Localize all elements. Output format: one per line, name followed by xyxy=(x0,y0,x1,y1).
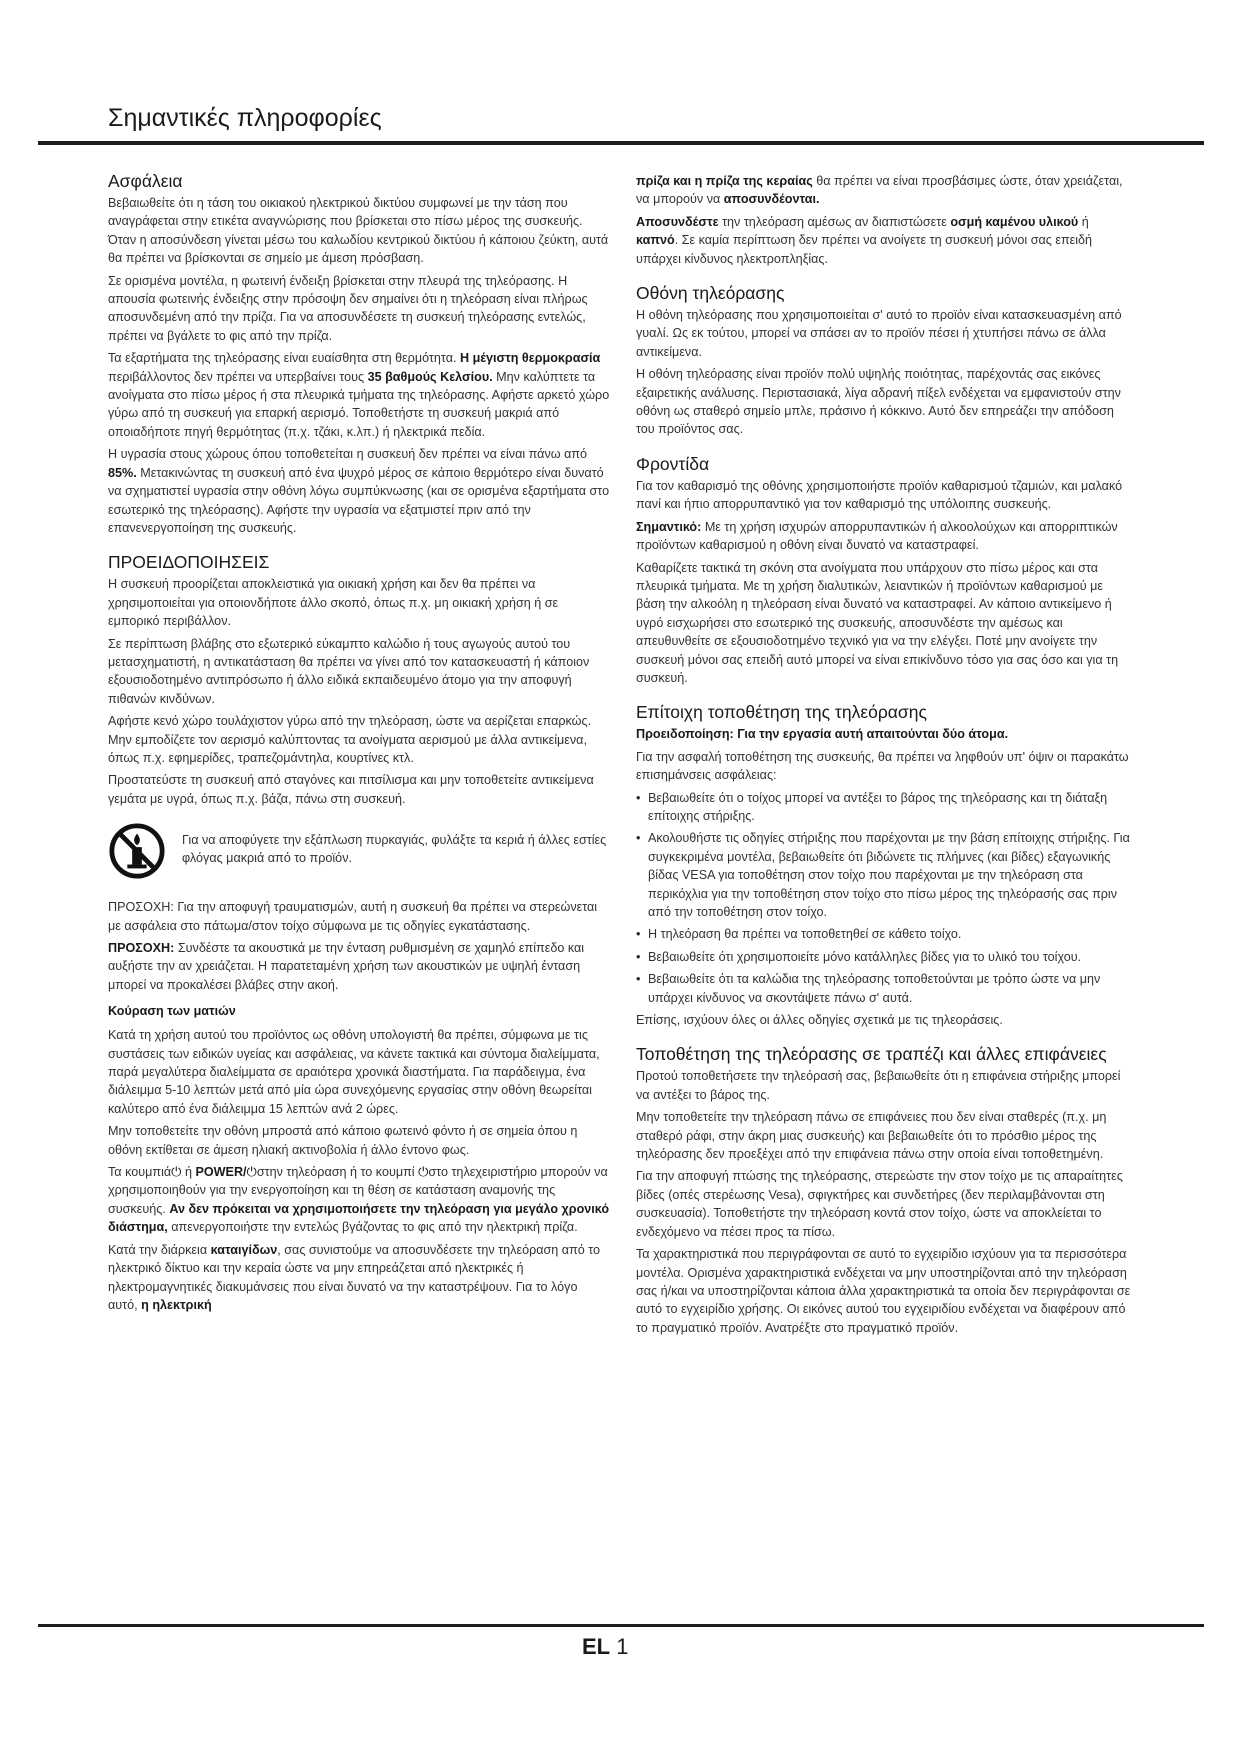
paragraph: Για τον καθαρισμό της οθόνης χρησιμοποιήστε προϊόν καθαρισμού τζαμιών, και μαλακό πανί και ήπιο απορρυπαντικό για τον καθαρισμό της υπόλοιπης συσκευής. xyxy=(636,478,1123,512)
paragraph: ΠΡΟΣΟΧΗ: Συνδέστε τα ακουστικά με την ένταση ρυθμισμένη σε χαμηλό επίπεδο και αυξήστε την αν χρειάζεται. Η παρατεταμένη χρήση των ακουστικών με υψηλή ένταση μπορεί να προκαλέσει βλάβες στην ακοή. xyxy=(108,941,585,992)
section-title-screen: Οθόνη τηλεόρασης xyxy=(636,283,785,304)
power-icon: ⏻ xyxy=(246,1164,257,1180)
paragraph: Η υγρασία στους χώρους όπου τοποθετείται η συσκευή δεν πρέπει να είναι πάνω από 85%. Μετακινώντας τη συσκευή από ένα ψυχρό μέρος σε κάποιο θερμότερο είναι δυνατό να σχηματιστεί υγρασία στην οθόνη λόγω συμπύκνωσης (και σε ορισμένα εξαρτήματα στο εσωτερικό της τηλεόρασης). Αφήστε την υγρασία να εξατμιστεί πριν από την επανενεργοποίηση της συσκευής. xyxy=(108,447,610,535)
paragraph: πρίζα και η πρίζα της κεραίας θα πρέπει να είναι προσβάσιμες ώστε, όταν χρειάζεται, να μπορούν να αποσυνδέονται. xyxy=(636,174,1123,207)
paragraph: Σε ορισμένα μοντέλα, η φωτεινή ένδειξη βρίσκεται στην πλευρά της τηλεόρασης. Η απουσία φωτεινής ένδειξης στην πρόσοψη δεν σημαίνει ότι η τηλεόραση είναι πλήρως αποσυνδεμένη από την πρίζα. Για να αποσυνδέσετε τη συσκευή τηλεόρασης εντελώς, πρέπει να βγάλετε το φις από την πρίζα. xyxy=(108,273,588,343)
section-title-wall-mount: Επίτοιχη τοποθέτηση της τηλεόρασης xyxy=(636,702,927,723)
right-column xyxy=(636,172,1134,1341)
paragraph: Κατά την διάρκεια καταιγίδων, σας συνιστούμε να αποσυνδέσετε την τηλεόραση από το ηλεκτρικό δίκτυο και την κεραία ώστε να μην επηρεάζεται από ηλεκτρικές ή ηλεκτρομαγνητικές διακυμάνσεις που είναι δυνατό να την καταστρέψουν. Για το λόγο αυτό, η ηλεκτρική xyxy=(108,1242,601,1312)
list-item: • Η τηλεόραση θα πρέπει να τοποθετηθεί σε κάθετο τοίχο. xyxy=(636,925,1134,943)
power-icon: ⏻ xyxy=(171,1164,182,1180)
paragraph: Τα εξαρτήματα της τηλεόρασης είναι ευαίσθητα στη θερμότητα. Η μέγιστη θερμοκρασία περιβάλλοντος δεν πρέπει να υπερβαίνει τους 35 βαθμούς Κελσίου. Μην καλύπτετε τα ανοίγματα στο πίσω μέρος ή στα πλευρικά τμήματα της τηλεόρασης. Αφήστε αρκετό χώρο γύρω από τη συσκευή για επαρκή αερισμό. Τοποθετήστε τη συσκευή μακριά από οποιαδήποτε πηγή θερμότητας (π.χ. τζάκι, κ.λπ.) ή ηλεκτρικά πεδία. xyxy=(108,351,610,439)
paragraph: Μην τοποθετείτε την οθόνη μπροστά από κάποιο φωτεινό φόντο ή σε σημεία όπου η οθόνη εκτίθεται σε άμεση ηλιακή ακτινοβολία ή άλλο έντονο φως. xyxy=(108,1124,578,1157)
section-title-care: Φροντίδα xyxy=(636,453,710,474)
paragraph: Η οθόνη τηλεόρασης είναι προϊόν πολύ υψηλής ποιότητας, παρέχοντάς σας εικόνες εξαιρετικής ανάλυσης. Περιστασιακά, λίγα αδρανή πίξελ ενδέχεται να εμφανιστούν στην οθόνη ως σταθερό σημείο μπλε, πράσινο ή κόκκινο. Αυτό δεν επηρεάζει την απόδοση του προϊόντος σας. xyxy=(636,367,1121,437)
paragraph: Μην τοποθετείτε την τηλεόραση πάνω σε επιφάνειες που δεν είναι σταθερές (π.χ. μη σταθερό ράφι, στην άκρη μιας συσκευής) και βεβαιωθείτε ότι το πρόσθιο μέρος της τηλεόρασης δεν προεξέχει από την επιφάνεια πάνω στην οποία είναι τοποθετημένη. xyxy=(636,1110,1107,1162)
paragraph: Η οθόνη τηλεόρασης που χρησιμοποιείται σ' αυτό το προϊόν είναι κατασκευασμένη από γυαλί. Ως εκ τούτου, μπορεί να σπάσει αν το προϊόν πέσει ή χτυπήσει πάνω σε άλλα αντικείμενα. xyxy=(636,308,1122,359)
section-title-safety: Ασφάλεια xyxy=(108,171,183,191)
fire-warning-text: Για να αποφύγετε την εξάπλωση πυρκαγιάς, φυλάξτε τα κεριά ή άλλες εστίες φλόγας μακριά από το προϊόν. xyxy=(182,832,607,866)
paragraph: Προστατεύστε τη συσκευή από σταγόνες και πιτσίλισμα και μην τοποθετείτε αντικείμενα γεμάτα με υγρά, όπως π.χ. βάζα, πάνω στη συσκευή. xyxy=(108,773,594,806)
page-index: 1 xyxy=(616,1634,629,1659)
paragraph: Σημαντικό: Με τη χρήση ισχυρών απορρυπαντικών ή αλκοολούχων και απορριπτικών προϊόντων καθαρισμού η οθόνη είναι δυνατό να καταστραφεί. xyxy=(636,519,1118,553)
wall-mount-list xyxy=(636,789,1134,1007)
list-item: • Ακολουθήστε τις οδηγίες στήριξης που παρέχονται με την βάση επίτοιχης στήριξης. Για συγκεκριμένα μοντέλα, βεβαιωθείτε ότι βιδώνετε τις πλήμνες (και βίδες) εξαγωνικής βίδας VESA για τοποθέτηση στον τοίχο που παρέχονται με την τηλεόραση στα περικόχλια για την τοποθέτηση στον τοίχο στο πίσω μέρος της τηλεόρασής σας πριν από την τοποθέτηση στον τοίχο. xyxy=(636,829,1134,921)
section-title-table-placement: Τοποθέτηση της τηλεόρασης σε τραπέζι και άλλες επιφάνειες xyxy=(636,1044,1107,1065)
wall-mount-warning: Προειδοποίηση: Για την εργασία αυτή απαιτούνται δύο άτομα. xyxy=(636,727,1009,742)
left-column xyxy=(108,170,610,1318)
fire-warning xyxy=(108,822,610,880)
paragraph: Αποσυνδέστε την τηλεόραση αμέσως αν διαπιστώσετε οσμή καμένου υλικού ή καπνό. Σε καμία περίπτωση δεν πρέπει να ανοίγετε τη συσκευή μόνοι σας επειδή υπάρχει κίνδυνος ηλεκτροπληξίας. xyxy=(636,214,1093,266)
paragraph: Κατά τη χρήση αυτού του προϊόντος ως οθόνη υπολογιστή θα πρέπει, σύμφωνα με τις συστάσεις των ειδικών υγείας και ασφάλειας, να κάνετε τακτικά και σύντομα διαλείμματα, παρά μεγαλύτερα διαλείμματα σε αραιότερα χρονικά διαστήματα. Για παράδειγμα, ένα διάλειμμα 5-10 λεπτών μετά από μία ώρα συνεχόμενης εργασίας στην οθόνη θεωρείται καλύτερο από ένα διάλειμμα 15 λεπτών ανά 2 ώρες. xyxy=(108,1028,600,1116)
no-open-flame-icon xyxy=(108,822,166,880)
header-rule xyxy=(38,141,1204,145)
paragraph: ΠΡΟΣΟΧΗ: Για την αποφυγή τραυματισμών, αυτή η συσκευή θα πρέπει να στερεώνεται με ασφάλεια στο πάτωμα/στον τοίχο σύμφωνα με τις οδηγίες εγκατάστασης. xyxy=(108,900,598,933)
paragraph: Τα κουμπιά⏻ ή POWER/⏻στην τηλεόραση ή το κουμπί ⏻στο τηλεχειριστήριο μπορούν να χρησιμοποιηθούν για την ενεργοποίηση και τη θέση σε κατάσταση αναμονής της συσκευής. Αν δεν πρόκειται να χρησιμοποιήσετε την τηλεόραση για μεγάλο χρονικό διάστημα, απενεργοποιήστε την εντελώς βγάζοντας το φις από την ηλεκτρική πρίζα. xyxy=(108,1164,610,1235)
power-icon: ⏻ xyxy=(418,1164,429,1180)
paragraph: Βεβαιωθείτε ότι η τάση του οικιακού ηλεκτρικού δικτύου συμφωνεί με την τάση που αναγράφεται στην ετικέτα αναγνώρισης που βρίσκεται στο πίσω μέρος της συσκευής. Όταν η αποσύνδεση γίνεται μέσω του καλωδίου κεντρικού δικτύου ή κάποιου ζεύκτη, αυτά θα πρέπει να βρίσκονται σε σημείο με άμεση πρόσβαση. xyxy=(108,196,609,266)
footer-rule xyxy=(38,1624,1204,1627)
paragraph: Για την ασφαλή τοποθέτηση της συσκευής, θα πρέπει να ληφθούν υπ' όψιν οι παρακάτω επισημάνσεις ασφάλειας: xyxy=(636,749,1129,783)
language-code: EL xyxy=(582,1634,611,1659)
paragraph: Η συσκευή προορίζεται αποκλειστικά για οικιακή χρήση και δεν θα πρέπει να χρησιμοποιείται για οποιονδήποτε άλλο σκοπό, όπως π.χ. μη οικιακή χρήση ή σε εμπορικό περιβάλλον. xyxy=(108,577,559,629)
page-number xyxy=(582,1634,629,1660)
list-item: • Βεβαιωθείτε ότι χρησιμοποιείτε μόνο κατάλληλες βίδες για το υλικό του τοίχου. xyxy=(636,948,1134,966)
paragraph: Αφήστε κενό χώρο τουλάχιστον γύρω από την τηλεόραση, ώστε να αερίζεται επαρκώς. Μην εμποδίζετε τον αερισμό καλύπτοντας τα ανοίγματα αερισμού με άλλα αντικείμενα, όπως π.χ. εφημερίδες, τραπεζομάντηλα, κουρτίνες κτλ. xyxy=(108,714,592,765)
paragraph: Προτού τοποθετήσετε την τηλεόρασή σας, βεβαιωθείτε ότι η επιφάνεια στήριξης μπορεί να αντέξει το βάρος της. xyxy=(636,1069,1121,1102)
paragraph: Τα χαρακτηριστικά που περιγράφονται σε αυτό το εγχειρίδιο ισχύουν για τα περισσότερα μοντέλα. Ορισμένα χαρακτηριστικά ενδέχεται να μην υποστηρίζονται από την τηλεόραση σας ή/και να υποστηρίζονται κάποια άλλα χαρακτηριστικά τα οποία δεν περιγράφονται σε αυτό το εγχειρίδιο χρήσης. Οι εικόνες αυτού του εγχειριδίου ενδέχεται να διαφέρουν από το πραγματικό προϊόν. Ανατρέξτε στο πραγματικό προϊόν. xyxy=(636,1247,1131,1335)
paragraph: Επίσης, ισχύουν όλες οι άλλες οδηγίες σχετικά με τις τηλεοράσεις. xyxy=(636,1013,1003,1028)
subsection-title-eyes: Κούραση των ματιών xyxy=(108,1004,236,1019)
list-item: • Βεβαιωθείτε ότι ο τοίχος μπορεί να αντέξει το βάρος της τηλεόρασης και τη διάταξη επίτοιχης στήριξης. xyxy=(636,789,1134,826)
paragraph: Καθαρίζετε τακτικά τη σκόνη στα ανοίγματα που υπάρχουν στο πίσω μέρος και στα πλευρικά τμήματα. Με τη χρήση διαλυτικών, λειαντικών ή προϊόντων καθαρισμού με βάση την αλκοόλη η τηλεόραση είναι δυνατό να καταστραφεί. Αν κάποιο αντικείμενο ή υγρό εισχωρήσει στο εσωτερικό της συσκευής, αποσυνδέστε την αμέσως και απευθυνθείτε σε εξουσιοδοτημένο τεχνικό για να την ελέγξει. Ποτέ μην ανοίγετε την συσκευή μόνοι σας επειδή αυτό μπορεί να είναι επικίνδυνο τόσο για σας όσο και για τη συσκευή. xyxy=(636,560,1119,685)
section-title-warnings: ΠΡΟΕΙΔΟΠΟΙΗΣΕΙΣ xyxy=(108,552,270,573)
paragraph: Σε περίπτωση βλάβης στο εξωτερικό εύκαμπτο καλώδιο ή τους αγωγούς αυτού του μετασχηματιστή, η αντικατάσταση θα πρέπει να γίνει από τον κατασκευαστή ή κάποιον εξουσιοδοτημένο αντιπρόσωπο ή άλλο ειδικά εκπαιδευμένο άτομο για την αποφυγή πιθανών κινδύνων. xyxy=(108,636,590,706)
paragraph: Για την αποφυγή πτώσης της τηλεόρασης, στερεώστε την στον τοίχο με τις απαραίτητες βίδες (οπές στερέωσης Vesa), σφιγκτήρες και συνδετήρες (δεν περιλαμβάνονται στη συσκευασία). Τοποθετήστε την τηλεόραση κοντά στον τοίχο, ώστε να αποκλείεται το ενδεχόμενο να πέσει προς τα πίσω. xyxy=(636,1169,1123,1239)
list-item: • Βεβαιωθείτε ότι τα καλώδια της τηλεόρασης τοποθετούνται με τρόπο ώστε να μην υπάρχει κίνδυνος να σκοντάψετε πάνω σ' αυτά. xyxy=(636,970,1134,1007)
page-title: Σημαντικές πληροφορίες xyxy=(108,104,382,132)
